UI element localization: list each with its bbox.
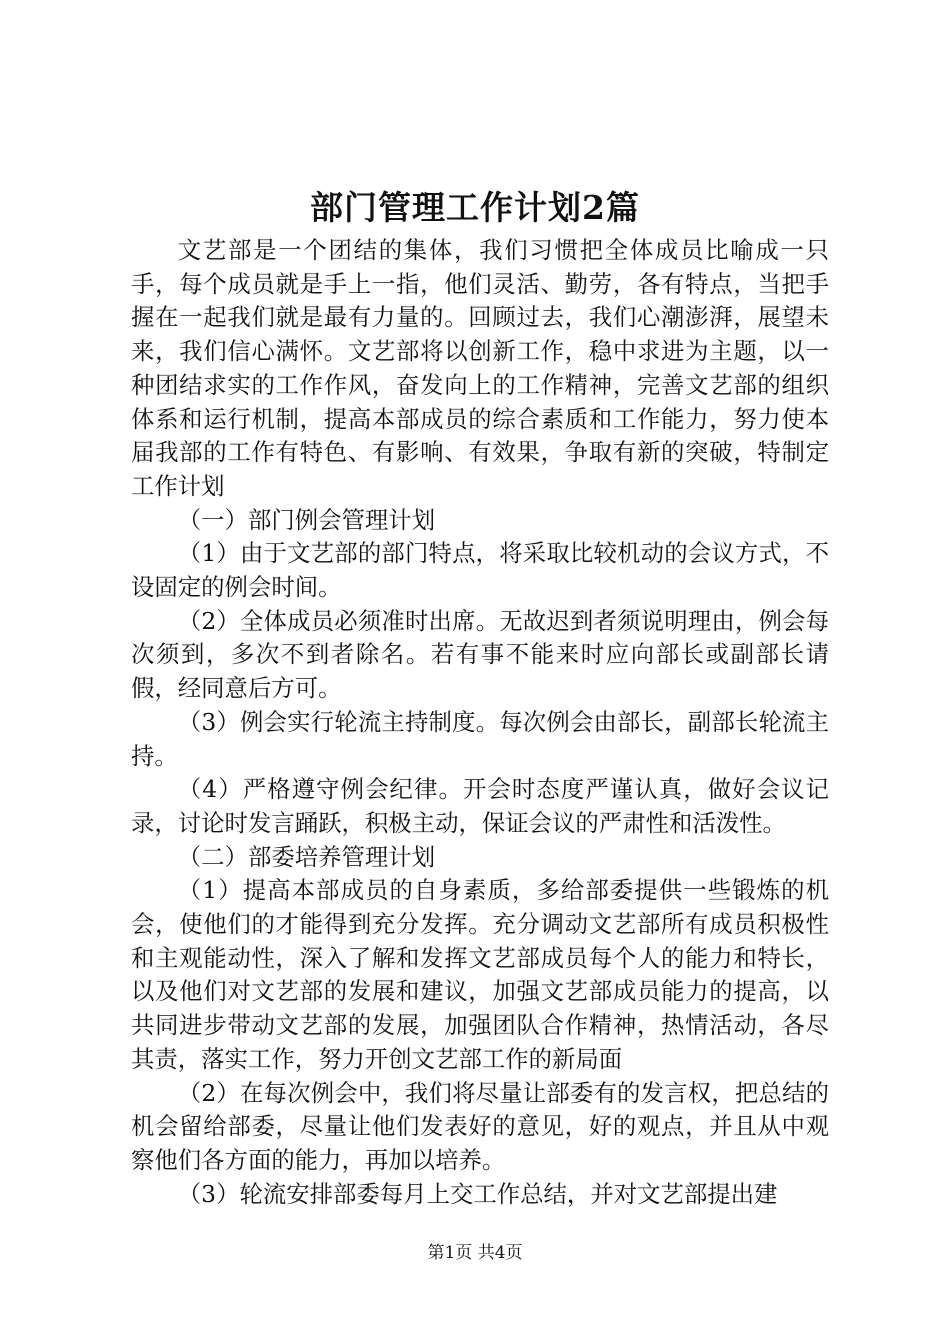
document-title: 部门管理工作计划2篇 bbox=[310, 188, 640, 227]
section-heading: （二）部委培养管理计划 bbox=[177, 842, 436, 871]
section-heading: （一）部门例会管理计划 bbox=[177, 505, 436, 534]
list-item: （3）轮流安排部委每月上交工作总结，并对文艺部提出建 bbox=[177, 1179, 778, 1208]
list-item: （3）例会实行轮流主持制度。每次例会由部长，副部长轮流主持。 bbox=[131, 707, 829, 770]
page-number-footer: 第1页 共4页 bbox=[427, 1243, 523, 1263]
list-item: （1）提高本部成员的自身素质，多给部委提供一些锻炼的机会，使他们的才能得到充分发挥。充分调动文艺部所有成员积极性和主观能动性，深入了解和发挥文艺部成员每个人的能力和特长，以及他们对文艺部的发展和建议，加强文艺部成员能力的提高，以共同进步带动文艺部的发展，加强团队合作精神，热情活动，各尽其责，落实工作，努力开创文艺部工作的新局面 bbox=[131, 876, 829, 1073]
list-item: （4）严格遵守例会纪律。开会时态度严谨认真，做好会议记录，讨论时发言踊跃，积极主动，保证会议的严肃性和活泼性。 bbox=[131, 775, 829, 837]
list-item: （2）全体成员必须准时出席。无故迟到者须说明理由，例会每次须到，多次不到者除名。若有事不能来时应向部长或副部长请假，经同意后方可。 bbox=[131, 606, 829, 703]
list-item: （1）由于文艺部的部门特点，将采取比较机动的会议方式，不设固定的例会时间。 bbox=[131, 539, 829, 602]
document-body bbox=[131, 234, 829, 1211]
list-item: （2）在每次例会中，我们将尽量让部委有的发言权，把总结的机会留给部委，尽量让他们发表好的意见，好的观点，并且从中观察他们各方面的能力，再加以培养。 bbox=[131, 1078, 829, 1174]
intro-paragraph: 文艺部是一个团结的集体，我们习惯把全体成员比喻成一只手，每个成员就是手上一指，他们灵活、勤劳，各有特点，当把手握在一起我们就是最有力量的。回顾过去，我们心潮澎湃，展望未来，我们信心满怀。文艺部将以创新工作，稳中求进为主题，以一种团结求实的工作作风，奋发向上的工作精神，完善文艺部的组织体系和运行机制，提高本部成员的综合素质和工作能力，努力使本届我部的工作有特色、有影响、有效果，争取有新的突破，特制定工作计划 bbox=[131, 236, 829, 500]
